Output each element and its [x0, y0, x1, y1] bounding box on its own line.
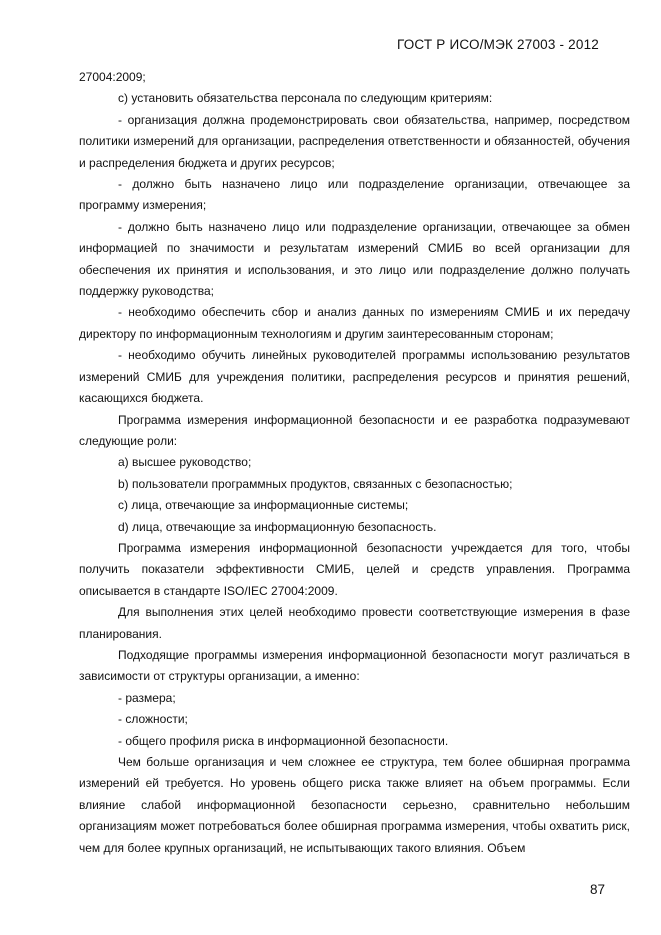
- paragraph: Подходящие программы измерения информационной безопасности могут различаться в зависимости от структуры организации, а именно:: [79, 647, 630, 684]
- list-item: b) пользователи программных продуктов, связанных с безопасностью;: [118, 476, 513, 491]
- list-item: - должно быть назначено лицо или подразделение организации, отвечающее за программу измерения;: [79, 177, 630, 213]
- list-item: - организация должна продемонстрировать свои обязательства, например, посредством политики измерений для организации, распределения ответственности и обязанностей, обучения и распределения бюджета и других ресурсов;: [79, 112, 630, 170]
- document-header: ГОСТ Р ИСО/МЭК 27003 - 2012: [396, 37, 599, 52]
- list-item: a) высшее руководство;: [118, 455, 252, 470]
- paragraph: c) установить обязательства персонала по следующим критериям:: [118, 91, 493, 106]
- paragraph: Программа измерения информационной безопасности учреждается для того, чтобы получить показатели эффективности СМИБ, целей и средств управления. Программа описывается в стандарте ISO/IEC 27004:2009.: [79, 540, 630, 598]
- paragraph: Чем больше организация и чем сложнее ее структура, тем более обширная программа измерений ей требуется. Но уровень общего риска также влияет на объем программы. Если влияние слабой информационной безопасности серьезно, сравнительно небольшим организациям может потребоваться более обширная программа измерения, чтобы охватить риск, чем для более крупных организаций, не испытывающих такого влияния. Объем: [79, 755, 630, 855]
- list-item: - необходимо обучить линейных руководителей программы использованию результатов измерений СМИБ для учреждения политики, распределения ресурсов и принятия решений, касающихся бюджета.: [79, 348, 630, 406]
- list-item: - общего профиля риска в информационной безопасности.: [118, 733, 449, 748]
- paragraph: Для выполнения этих целей необходимо провести соответствующие измерения в фазе планирования.: [79, 605, 630, 641]
- paragraph: 27004:2009;: [79, 70, 146, 84]
- list-item: d) лица, отвечающие за информационную безопасность.: [118, 519, 437, 534]
- list-item: c) лица, отвечающие за информационные системы;: [118, 498, 409, 513]
- list-item: - сложности;: [118, 712, 188, 727]
- list-item: - необходимо обеспечить сбор и анализ данных по измерениям СМИБ и их передачу директору по информационным технологиям и другим заинтересованным сторонам;: [79, 305, 630, 341]
- paragraph: Программа измерения информационной безопасности и ее разработка подразумевают следующие роли:: [79, 412, 630, 448]
- list-item: - размера;: [118, 690, 176, 705]
- page-number: 87: [589, 882, 605, 897]
- list-item: - должно быть назначено лицо или подразделение организации, отвечающее за обмен информацией по значимости и результатам измерений СМИБ во всей организации для обеспечения их принятия и использования, и это лицо или подразделение должно получать поддержку руководства;: [79, 219, 630, 299]
- document-body: [79, 67, 630, 859]
